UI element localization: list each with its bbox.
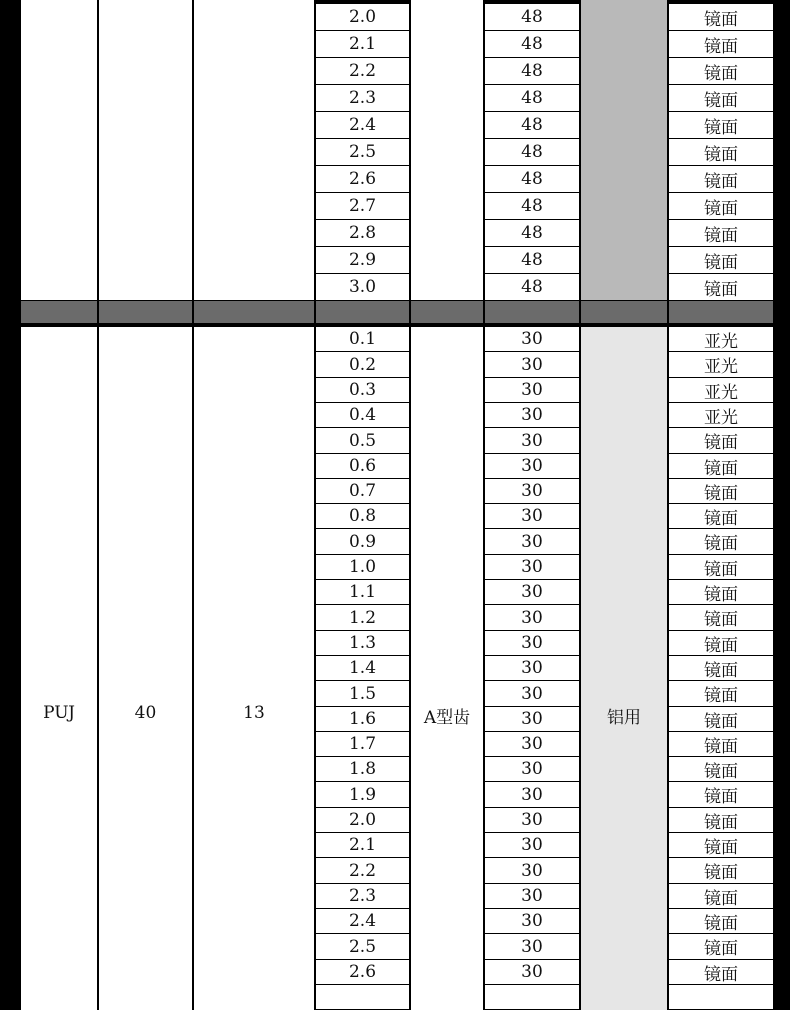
size-cell: 0.3	[316, 378, 409, 402]
finish-cell: 亚光	[669, 352, 773, 377]
teeth-cell	[485, 985, 579, 1009]
size-cell	[316, 985, 409, 1009]
size-cell: 2.9	[316, 247, 409, 273]
teeth-cell: 48	[485, 193, 579, 219]
teeth-cell: 30	[485, 858, 579, 883]
size-cell: 2.3	[316, 85, 409, 111]
size-cell: 0.7	[316, 479, 409, 503]
size-cell: 0.2	[316, 352, 409, 377]
teeth-cell: 48	[485, 220, 579, 246]
finish-cell: 镜面	[669, 85, 773, 111]
finish-cell: 亚光	[669, 403, 773, 427]
finish-cell: 镜面	[669, 58, 773, 84]
size-cell: 2.6	[316, 166, 409, 192]
finish-cell: 镜面	[669, 479, 773, 503]
size-cell: 3.0	[316, 274, 409, 300]
teeth-cell: 30	[485, 428, 579, 453]
size-cell: 1.0	[316, 555, 409, 579]
top-diameter-cell	[99, 0, 192, 300]
finish-cell: 镜面	[669, 707, 773, 731]
finish-cell: 镜面	[669, 605, 773, 630]
separator-band	[411, 301, 483, 323]
finish-cell: 镜面	[669, 112, 773, 138]
size-cell: 0.1	[316, 327, 409, 351]
finish-cell: 镜面	[669, 656, 773, 680]
model-cell: PUJ	[21, 327, 97, 1010]
separator-band	[21, 301, 97, 323]
finish-cell: 镜面	[669, 4, 773, 30]
finish-cell: 镜面	[669, 139, 773, 165]
finish-cell: 镜面	[669, 934, 773, 959]
teeth-cell: 30	[485, 504, 579, 528]
top-width-cell	[194, 0, 314, 300]
teeth-cell: 30	[485, 555, 579, 579]
teeth-cell: 48	[485, 58, 579, 84]
size-cell: 1.4	[316, 656, 409, 680]
finish-cell: 镜面	[669, 31, 773, 57]
size-cell: 1.9	[316, 782, 409, 807]
teeth-cell: 30	[485, 529, 579, 554]
finish-cell: 镜面	[669, 909, 773, 933]
size-cell: 2.5	[316, 934, 409, 959]
size-cell: 2.2	[316, 858, 409, 883]
size-cell: 2.1	[316, 833, 409, 857]
teeth-cell: 48	[485, 85, 579, 111]
teeth-cell: 48	[485, 4, 579, 30]
size-cell: 1.3	[316, 631, 409, 655]
size-cell: 2.0	[316, 4, 409, 30]
size-cell: 2.0	[316, 808, 409, 832]
size-cell: 1.2	[316, 605, 409, 630]
size-cell: 0.4	[316, 403, 409, 427]
finish-cell: 镜面	[669, 631, 773, 655]
size-cell: 0.9	[316, 529, 409, 554]
size-cell: 2.3	[316, 884, 409, 908]
finish-cell: 镜面	[669, 884, 773, 908]
size-cell: 1.8	[316, 757, 409, 781]
finish-cell: 镜面	[669, 808, 773, 832]
size-cell: 1.7	[316, 732, 409, 756]
top-usage-cell	[581, 0, 667, 300]
size-cell: 2.1	[316, 31, 409, 57]
teeth-cell: 48	[485, 166, 579, 192]
teeth-cell: 30	[485, 327, 579, 351]
size-cell: 1.5	[316, 681, 409, 706]
top-tooth-type-cell	[411, 0, 483, 300]
teeth-cell: 30	[485, 707, 579, 731]
finish-cell: 镜面	[669, 166, 773, 192]
tooth-type-cell: A型齿	[411, 327, 483, 1010]
finish-cell: 镜面	[669, 555, 773, 579]
size-cell: 2.4	[316, 909, 409, 933]
finish-cell: 亚光	[669, 378, 773, 402]
finish-cell: 镜面	[669, 858, 773, 883]
finish-cell: 镜面	[669, 681, 773, 706]
teeth-cell: 30	[485, 732, 579, 756]
teeth-cell: 30	[485, 352, 579, 377]
size-cell: 2.8	[316, 220, 409, 246]
size-cell: 0.5	[316, 428, 409, 453]
finish-cell: 镜面	[669, 960, 773, 984]
teeth-cell: 30	[485, 656, 579, 680]
teeth-cell: 30	[485, 757, 579, 781]
size-cell: 2.7	[316, 193, 409, 219]
finish-cell: 镜面	[669, 833, 773, 857]
teeth-cell: 30	[485, 631, 579, 655]
size-cell: 2.4	[316, 112, 409, 138]
teeth-cell: 30	[485, 681, 579, 706]
finish-cell: 镜面	[669, 529, 773, 554]
teeth-cell: 30	[485, 580, 579, 604]
teeth-cell: 30	[485, 403, 579, 427]
teeth-cell: 48	[485, 31, 579, 57]
separator-band	[99, 301, 192, 323]
size-cell: 1.1	[316, 580, 409, 604]
size-cell: 2.5	[316, 139, 409, 165]
finish-cell: 镜面	[669, 193, 773, 219]
finish-cell	[669, 985, 773, 1009]
size-cell: 1.6	[316, 707, 409, 731]
teeth-cell: 30	[485, 378, 579, 402]
teeth-cell: 30	[485, 479, 579, 503]
size-cell: 2.6	[316, 960, 409, 984]
finish-cell: 镜面	[669, 428, 773, 453]
diameter-cell: 40	[99, 327, 192, 1010]
finish-cell: 镜面	[669, 580, 773, 604]
teeth-cell: 30	[485, 782, 579, 807]
finish-cell: 镜面	[669, 247, 773, 273]
teeth-cell: 30	[485, 605, 579, 630]
teeth-cell: 30	[485, 909, 579, 933]
teeth-cell: 48	[485, 139, 579, 165]
finish-cell: 镜面	[669, 782, 773, 807]
size-cell: 0.6	[316, 454, 409, 478]
teeth-cell: 30	[485, 884, 579, 908]
separator-band	[485, 301, 579, 323]
size-cell: 0.8	[316, 504, 409, 528]
size-cell: 2.2	[316, 58, 409, 84]
teeth-cell: 48	[485, 274, 579, 300]
finish-cell: 镜面	[669, 274, 773, 300]
top-model-cell	[21, 0, 97, 300]
teeth-cell: 30	[485, 833, 579, 857]
finish-cell: 镜面	[669, 454, 773, 478]
finish-cell: 镜面	[669, 504, 773, 528]
teeth-cell: 30	[485, 934, 579, 959]
finish-cell: 镜面	[669, 757, 773, 781]
teeth-cell: 48	[485, 247, 579, 273]
teeth-cell: 30	[485, 808, 579, 832]
finish-cell: 镜面	[669, 220, 773, 246]
separator-band	[316, 301, 409, 323]
separator-band	[669, 301, 773, 323]
separator-band	[194, 301, 314, 323]
teeth-cell: 30	[485, 454, 579, 478]
finish-cell: 亚光	[669, 327, 773, 351]
width-cell: 13	[194, 327, 314, 1010]
teeth-cell: 30	[485, 960, 579, 984]
usage-cell: 铝用	[581, 327, 667, 1010]
teeth-cell: 48	[485, 112, 579, 138]
finish-cell: 镜面	[669, 732, 773, 756]
separator-band	[581, 301, 667, 323]
